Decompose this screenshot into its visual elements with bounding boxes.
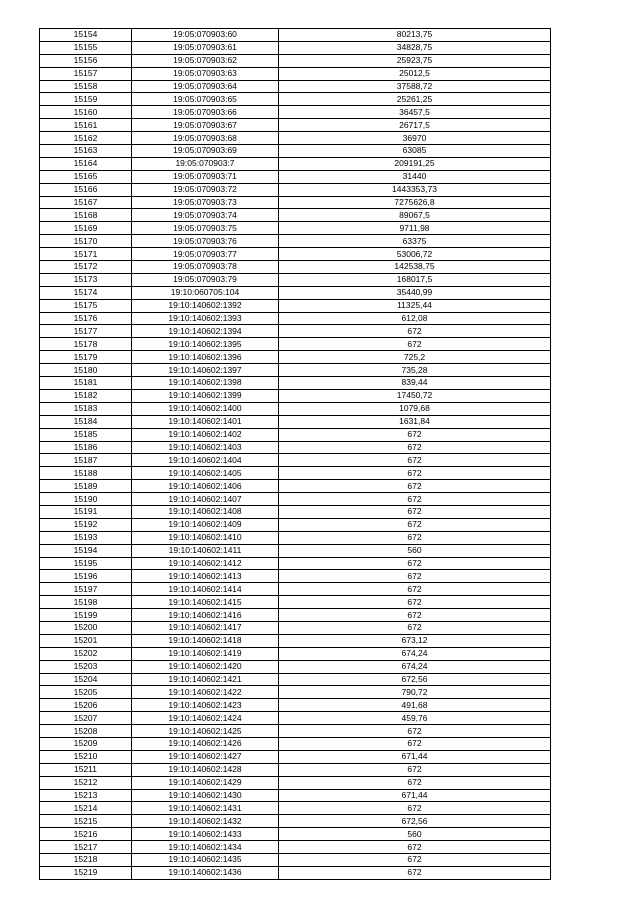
value-cell: 672 <box>279 841 551 854</box>
cadastral-number-cell: 19:10:140602:1428 <box>132 763 279 776</box>
cadastral-number-cell: 19:05:070903:77 <box>132 248 279 261</box>
table-row <box>40 261 551 274</box>
cadastral-number-cell: 19:10:140602:1410 <box>132 531 279 544</box>
cadastral-number-cell: 19:10:140602:1393 <box>132 312 279 325</box>
value-cell: 672 <box>279 776 551 789</box>
value-cell: 34828,75 <box>279 41 551 54</box>
value-cell: 1443353,73 <box>279 183 551 196</box>
cadastral-number-cell: 19:05:070903:78 <box>132 261 279 274</box>
cadastral-number-cell: 19:10:140602:1426 <box>132 737 279 750</box>
row-number-cell: 15169 <box>40 222 132 235</box>
table-row <box>40 170 551 183</box>
table-row <box>40 183 551 196</box>
cadastral-number-cell: 19:10:140602:1407 <box>132 493 279 506</box>
cadastral-number-cell: 19:05:070903:61 <box>132 41 279 54</box>
table-row <box>40 29 551 42</box>
table-row <box>40 41 551 54</box>
cadastral-number-cell: 19:10:140602:1432 <box>132 815 279 828</box>
row-number-cell: 15164 <box>40 157 132 170</box>
cadastral-number-cell: 19:10:140602:1416 <box>132 609 279 622</box>
row-number-cell: 15196 <box>40 570 132 583</box>
row-number-cell: 15157 <box>40 67 132 80</box>
table-row <box>40 209 551 222</box>
cadastral-number-cell: 19:05:070903:66 <box>132 106 279 119</box>
cadastral-number-cell: 19:10:140602:1399 <box>132 389 279 402</box>
row-number-cell: 15165 <box>40 170 132 183</box>
table-row <box>40 467 551 480</box>
table-row <box>40 828 551 841</box>
value-cell: 674,24 <box>279 660 551 673</box>
table-row <box>40 157 551 170</box>
row-number-cell: 15191 <box>40 505 132 518</box>
table-row <box>40 776 551 789</box>
cadastral-number-cell: 19:05:070903:75 <box>132 222 279 235</box>
row-number-cell: 15201 <box>40 634 132 647</box>
value-cell: 142538,75 <box>279 261 551 274</box>
value-cell: 25012,5 <box>279 67 551 80</box>
table-row <box>40 351 551 364</box>
cadastral-number-cell: 19:05:070903:76 <box>132 235 279 248</box>
row-number-cell: 15183 <box>40 402 132 415</box>
table-row <box>40 132 551 145</box>
table-row <box>40 596 551 609</box>
table-row <box>40 248 551 261</box>
cadastral-number-cell: 19:05:070903:73 <box>132 196 279 209</box>
cadastral-number-cell: 19:05:070903:69 <box>132 145 279 158</box>
value-cell: 671,44 <box>279 789 551 802</box>
table-row <box>40 402 551 415</box>
row-number-cell: 15194 <box>40 544 132 557</box>
value-cell: 672 <box>279 428 551 441</box>
row-number-cell: 15167 <box>40 196 132 209</box>
row-number-cell: 15192 <box>40 518 132 531</box>
row-number-cell: 15177 <box>40 325 132 338</box>
cadastral-number-cell: 19:10:140602:1427 <box>132 750 279 763</box>
cadastral-number-cell: 19:10:140602:1435 <box>132 854 279 867</box>
cadastral-number-cell: 19:05:070903:63 <box>132 67 279 80</box>
value-cell: 63085 <box>279 145 551 158</box>
row-number-cell: 15209 <box>40 737 132 750</box>
value-cell: 9711,98 <box>279 222 551 235</box>
table-body <box>40 29 551 880</box>
table-row <box>40 802 551 815</box>
row-number-cell: 15174 <box>40 286 132 299</box>
value-cell: 35440,99 <box>279 286 551 299</box>
value-cell: 37588,72 <box>279 80 551 93</box>
value-cell: 7275626,8 <box>279 196 551 209</box>
value-cell: 672 <box>279 570 551 583</box>
row-number-cell: 15179 <box>40 351 132 364</box>
table-row <box>40 273 551 286</box>
cadastral-number-cell: 19:10:140602:1403 <box>132 441 279 454</box>
cadastral-number-cell: 19:05:070903:74 <box>132 209 279 222</box>
table-row <box>40 544 551 557</box>
row-number-cell: 15187 <box>40 454 132 467</box>
row-number-cell: 15170 <box>40 235 132 248</box>
table-row <box>40 609 551 622</box>
value-cell: 672 <box>279 505 551 518</box>
value-cell: 1631,84 <box>279 415 551 428</box>
table-row <box>40 815 551 828</box>
value-cell: 63375 <box>279 235 551 248</box>
table-row <box>40 737 551 750</box>
row-number-cell: 15160 <box>40 106 132 119</box>
cadastral-number-cell: 19:05:070903:71 <box>132 170 279 183</box>
row-number-cell: 15219 <box>40 866 132 879</box>
value-cell: 36970 <box>279 132 551 145</box>
table-row <box>40 325 551 338</box>
row-number-cell: 15176 <box>40 312 132 325</box>
value-cell: 25261,25 <box>279 93 551 106</box>
row-number-cell: 15171 <box>40 248 132 261</box>
row-number-cell: 15217 <box>40 841 132 854</box>
row-number-cell: 15184 <box>40 415 132 428</box>
value-cell: 672 <box>279 596 551 609</box>
value-cell: 735,28 <box>279 364 551 377</box>
table-row <box>40 789 551 802</box>
value-cell: 672 <box>279 854 551 867</box>
value-cell: 36457,5 <box>279 106 551 119</box>
row-number-cell: 15218 <box>40 854 132 867</box>
table-row <box>40 222 551 235</box>
table-row <box>40 454 551 467</box>
table-row <box>40 235 551 248</box>
table-row <box>40 428 551 441</box>
table-row <box>40 673 551 686</box>
cadastral-number-cell: 19:10:140602:1408 <box>132 505 279 518</box>
value-cell: 459,76 <box>279 712 551 725</box>
cadastral-number-cell: 19:10:140602:1397 <box>132 364 279 377</box>
row-number-cell: 15190 <box>40 493 132 506</box>
table-row <box>40 54 551 67</box>
cadastral-number-cell: 19:05:070903:65 <box>132 93 279 106</box>
row-number-cell: 15198 <box>40 596 132 609</box>
table-row <box>40 106 551 119</box>
cadastral-number-cell: 19:10:140602:1421 <box>132 673 279 686</box>
cadastral-number-cell: 19:05:070903:67 <box>132 119 279 132</box>
table-row <box>40 480 551 493</box>
table-row <box>40 557 551 570</box>
row-number-cell: 15206 <box>40 699 132 712</box>
table-row <box>40 841 551 854</box>
table-row <box>40 312 551 325</box>
table-row <box>40 634 551 647</box>
value-cell: 209191,25 <box>279 157 551 170</box>
cadastral-number-cell: 19:10:140602:1392 <box>132 299 279 312</box>
value-cell: 491,68 <box>279 699 551 712</box>
cadastral-number-cell: 19:10:140602:1411 <box>132 544 279 557</box>
cadastral-number-cell: 19:05:070903:72 <box>132 183 279 196</box>
cadastral-number-cell: 19:10:140602:1404 <box>132 454 279 467</box>
table-row <box>40 854 551 867</box>
row-number-cell: 15216 <box>40 828 132 841</box>
row-number-cell: 15163 <box>40 145 132 158</box>
cadastral-number-cell: 19:10:140602:1413 <box>132 570 279 583</box>
value-cell: 672 <box>279 531 551 544</box>
value-cell: 839,44 <box>279 377 551 390</box>
cadastral-number-cell: 19:10:140602:1405 <box>132 467 279 480</box>
row-number-cell: 15188 <box>40 467 132 480</box>
table-row <box>40 531 551 544</box>
cadastral-number-cell: 19:10:140602:1424 <box>132 712 279 725</box>
table-row <box>40 145 551 158</box>
value-cell: 168017,5 <box>279 273 551 286</box>
value-cell: 672 <box>279 609 551 622</box>
value-cell: 672,56 <box>279 815 551 828</box>
value-cell: 1079,68 <box>279 402 551 415</box>
table-row <box>40 505 551 518</box>
value-cell: 612,08 <box>279 312 551 325</box>
row-number-cell: 15185 <box>40 428 132 441</box>
table-row <box>40 493 551 506</box>
value-cell: 672 <box>279 441 551 454</box>
cadastral-number-cell: 19:10:140602:1431 <box>132 802 279 815</box>
table-row <box>40 67 551 80</box>
cadastral-number-cell: 19:10:140602:1409 <box>132 518 279 531</box>
value-cell: 671,44 <box>279 750 551 763</box>
row-number-cell: 15156 <box>40 54 132 67</box>
value-cell: 672 <box>279 621 551 634</box>
table-row <box>40 647 551 660</box>
value-cell: 31440 <box>279 170 551 183</box>
row-number-cell: 15193 <box>40 531 132 544</box>
value-cell: 672 <box>279 480 551 493</box>
value-cell: 560 <box>279 828 551 841</box>
row-number-cell: 15202 <box>40 647 132 660</box>
table-row <box>40 338 551 351</box>
value-cell: 672 <box>279 737 551 750</box>
table-row <box>40 699 551 712</box>
row-number-cell: 15155 <box>40 41 132 54</box>
row-number-cell: 15212 <box>40 776 132 789</box>
row-number-cell: 15200 <box>40 621 132 634</box>
row-number-cell: 15210 <box>40 750 132 763</box>
row-number-cell: 15189 <box>40 480 132 493</box>
cadastral-number-cell: 19:10:140602:1418 <box>132 634 279 647</box>
value-cell: 673,12 <box>279 634 551 647</box>
cadastral-number-cell: 19:05:070903:64 <box>132 80 279 93</box>
row-number-cell: 15213 <box>40 789 132 802</box>
cadastral-number-cell: 19:10:140602:1430 <box>132 789 279 802</box>
table-row <box>40 725 551 738</box>
data-table <box>39 28 551 880</box>
table-row <box>40 750 551 763</box>
cadastral-number-cell: 19:10:140602:1422 <box>132 686 279 699</box>
cadastral-number-cell: 19:05:070903:79 <box>132 273 279 286</box>
value-cell: 672 <box>279 725 551 738</box>
cadastral-number-cell: 19:10:060705:104 <box>132 286 279 299</box>
value-cell: 672 <box>279 763 551 776</box>
table-row <box>40 660 551 673</box>
value-cell: 674,24 <box>279 647 551 660</box>
row-number-cell: 15161 <box>40 119 132 132</box>
cadastral-number-cell: 19:10:140602:1400 <box>132 402 279 415</box>
row-number-cell: 15186 <box>40 441 132 454</box>
value-cell: 672 <box>279 338 551 351</box>
value-cell: 672 <box>279 454 551 467</box>
row-number-cell: 15197 <box>40 583 132 596</box>
row-number-cell: 15175 <box>40 299 132 312</box>
cadastral-number-cell: 19:10:140602:1394 <box>132 325 279 338</box>
cadastral-number-cell: 19:10:140602:1412 <box>132 557 279 570</box>
row-number-cell: 15178 <box>40 338 132 351</box>
value-cell: 560 <box>279 544 551 557</box>
cadastral-number-cell: 19:10:140602:1417 <box>132 621 279 634</box>
row-number-cell: 15158 <box>40 80 132 93</box>
value-cell: 672 <box>279 467 551 480</box>
row-number-cell: 15182 <box>40 389 132 402</box>
row-number-cell: 15181 <box>40 377 132 390</box>
cadastral-number-cell: 19:10:140602:1398 <box>132 377 279 390</box>
cadastral-number-cell: 19:10:140602:1395 <box>132 338 279 351</box>
value-cell: 80213,75 <box>279 29 551 42</box>
value-cell: 672 <box>279 325 551 338</box>
table-row <box>40 286 551 299</box>
table-row <box>40 583 551 596</box>
value-cell: 672 <box>279 866 551 879</box>
table-row <box>40 763 551 776</box>
value-cell: 89067,5 <box>279 209 551 222</box>
cadastral-number-cell: 19:10:140602:1414 <box>132 583 279 596</box>
row-number-cell: 15180 <box>40 364 132 377</box>
cadastral-number-cell: 19:10:140602:1420 <box>132 660 279 673</box>
table-row <box>40 441 551 454</box>
value-cell: 672 <box>279 518 551 531</box>
cadastral-number-cell: 19:10:140602:1396 <box>132 351 279 364</box>
table-row <box>40 80 551 93</box>
value-cell: 672,56 <box>279 673 551 686</box>
row-number-cell: 15154 <box>40 29 132 42</box>
table-row <box>40 196 551 209</box>
row-number-cell: 15208 <box>40 725 132 738</box>
table-row <box>40 621 551 634</box>
cadastral-number-cell: 19:10:140602:1436 <box>132 866 279 879</box>
cadastral-number-cell: 19:05:070903:60 <box>132 29 279 42</box>
row-number-cell: 15214 <box>40 802 132 815</box>
cadastral-number-cell: 19:10:140602:1401 <box>132 415 279 428</box>
cadastral-number-cell: 19:10:140602:1406 <box>132 480 279 493</box>
value-cell: 25923,75 <box>279 54 551 67</box>
row-number-cell: 15195 <box>40 557 132 570</box>
row-number-cell: 15166 <box>40 183 132 196</box>
value-cell: 11325,44 <box>279 299 551 312</box>
value-cell: 672 <box>279 802 551 815</box>
cadastral-number-cell: 19:10:140602:1419 <box>132 647 279 660</box>
row-number-cell: 15205 <box>40 686 132 699</box>
value-cell: 26717,5 <box>279 119 551 132</box>
table-row <box>40 364 551 377</box>
cadastral-number-cell: 19:05:070903:68 <box>132 132 279 145</box>
value-cell: 53006,72 <box>279 248 551 261</box>
value-cell: 672 <box>279 493 551 506</box>
row-number-cell: 15203 <box>40 660 132 673</box>
value-cell: 672 <box>279 557 551 570</box>
table-row <box>40 377 551 390</box>
row-number-cell: 15173 <box>40 273 132 286</box>
value-cell: 725,2 <box>279 351 551 364</box>
table-row <box>40 119 551 132</box>
cadastral-number-cell: 19:10:140602:1434 <box>132 841 279 854</box>
table-row <box>40 299 551 312</box>
table-row <box>40 570 551 583</box>
row-number-cell: 15168 <box>40 209 132 222</box>
value-cell: 790,72 <box>279 686 551 699</box>
cadastral-number-cell: 19:10:140602:1402 <box>132 428 279 441</box>
table-row <box>40 712 551 725</box>
table-row <box>40 518 551 531</box>
table-row <box>40 866 551 879</box>
row-number-cell: 15204 <box>40 673 132 686</box>
row-number-cell: 15162 <box>40 132 132 145</box>
row-number-cell: 15199 <box>40 609 132 622</box>
row-number-cell: 15211 <box>40 763 132 776</box>
cadastral-number-cell: 19:05:070903:7 <box>132 157 279 170</box>
table-row <box>40 686 551 699</box>
row-number-cell: 15207 <box>40 712 132 725</box>
value-cell: 17450,72 <box>279 389 551 402</box>
cadastral-number-cell: 19:05:070903:62 <box>132 54 279 67</box>
cadastral-number-cell: 19:10:140602:1415 <box>132 596 279 609</box>
cadastral-number-cell: 19:10:140602:1425 <box>132 725 279 738</box>
cadastral-number-cell: 19:10:140602:1429 <box>132 776 279 789</box>
cadastral-number-cell: 19:10:140602:1423 <box>132 699 279 712</box>
table-row <box>40 415 551 428</box>
table-row <box>40 93 551 106</box>
row-number-cell: 15215 <box>40 815 132 828</box>
row-number-cell: 15172 <box>40 261 132 274</box>
table-row <box>40 389 551 402</box>
cadastral-number-cell: 19:10:140602:1433 <box>132 828 279 841</box>
value-cell: 672 <box>279 583 551 596</box>
row-number-cell: 15159 <box>40 93 132 106</box>
